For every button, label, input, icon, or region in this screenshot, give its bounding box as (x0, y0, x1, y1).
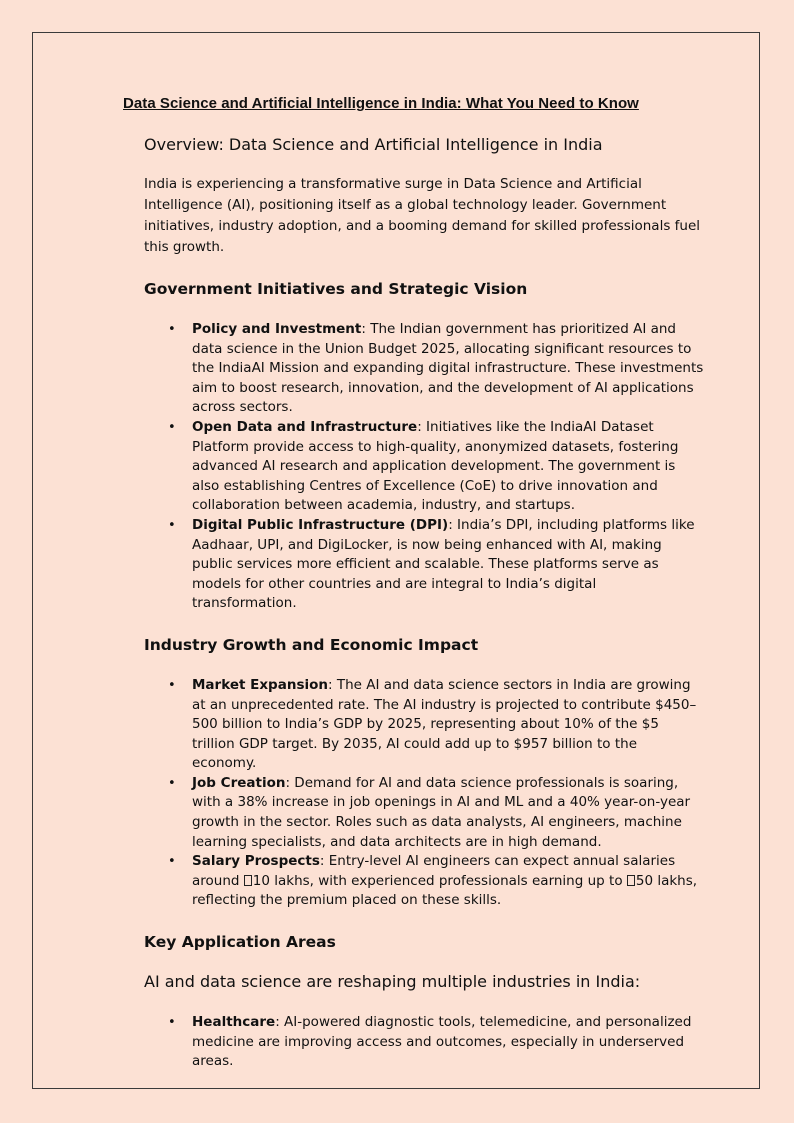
item-text: : The Indian government has prioritized AI and data science in the Union Budget 2025, allocating significant resources to the IndiaAI Mission and expanding digital infrastructure. These investments aim to boost research, innovation, and the development of AI applications across sectors. (192, 321, 704, 416)
bullet-icon: • (168, 854, 176, 870)
item-text: : Entry-level AI engineers can expect annual salaries around (192, 853, 676, 889)
industry-heading: Industry Growth and Economic Impact (144, 635, 479, 654)
industry-list (144, 676, 704, 911)
item-text: : The AI and data science sectors in India are growing at an unprecedented rate. The AI industry is projected to contribute $450–500 billion to India’s GDP by 2025, representing about 10% of the $5 trillion GDP target. By 2035, AI could add up to $957 billion to the economy. (192, 676, 697, 772)
item-label: Market Expansion (192, 676, 328, 693)
item-label: Healthcare (192, 1014, 276, 1031)
bullet-icon: • (168, 517, 176, 533)
list-item (168, 676, 704, 774)
item-label: Policy and Investment (192, 321, 362, 337)
list-item (168, 516, 704, 614)
missing-glyph-icon (244, 875, 252, 886)
item-label: Digital Public Infrastructure (DPI) (192, 516, 449, 533)
list-item (168, 320, 704, 418)
document-body (144, 134, 704, 1072)
bullet-icon: • (168, 322, 176, 337)
applications-heading: Key Application Areas (144, 933, 336, 952)
item-text: : Initiatives like the IndiaAI Dataset Platform provide access to high-quality, anonymized datasets, fostering advanced AI research and application development. The government is also establishing Centres of Excellence (CoE) to drive innovation and collaboration between academia, industry, and startups. (192, 418, 679, 514)
missing-glyph-icon (627, 875, 635, 886)
item-text: : Demand for AI and data science professionals is soaring, with a 38% increase in job openings in AI and ML and a 40% year-on-year growth in the sector. Roles such as data analysts, AI engineers, machine learning specialists, and data architects are in high demand. (192, 774, 691, 850)
list-item (168, 1013, 704, 1072)
item-text: : AI-powered diagnostic tools, telemedicine, and personalized medicine are improving access and outcomes, especially in underserved areas. (192, 1014, 692, 1070)
overview-paragraph: India is experiencing a transformative surge in Data Science and Artificial Intelligence (AI), positioning itself as a global technology leader. Government initiatives, industry adoption, and a booming demand for skilled professionals fuel this growth. (144, 176, 701, 255)
applications-list (144, 1013, 704, 1072)
item-label: Open Data and Infrastructure (192, 418, 418, 435)
list-item (168, 852, 704, 911)
item-text: 50 lakhs, reflecting the premium placed on these skills. (192, 872, 698, 909)
document-title: Data Science and Artificial Intelligence in India: What You Need to Know (123, 95, 639, 112)
item-label: Job Creation (192, 774, 286, 791)
overview-heading: Overview: Data Science and Artificial Intelligence in India (144, 135, 603, 154)
bullet-icon: • (168, 419, 176, 435)
government-list (144, 320, 704, 614)
bullet-icon: • (168, 775, 176, 791)
bullet-icon: • (168, 1015, 176, 1031)
applications-intro: AI and data science are reshaping multiple industries in India: (144, 972, 641, 992)
list-item (168, 774, 704, 852)
item-text: 10 lakhs, with experienced professionals earning up to (252, 872, 627, 889)
government-heading: Government Initiatives and Strategic Vision (144, 280, 528, 298)
bullet-icon: • (168, 677, 176, 693)
item-text: : India’s DPI, including platforms like Aadhaar, UPI, and DigiLocker, is now being enhanced with AI, making public services more efficient and scalable. These platforms serve as models for other countries and are integral to India’s digital transformation. (192, 516, 695, 612)
item-label: Salary Prospects (192, 853, 320, 870)
list-item (168, 418, 704, 516)
